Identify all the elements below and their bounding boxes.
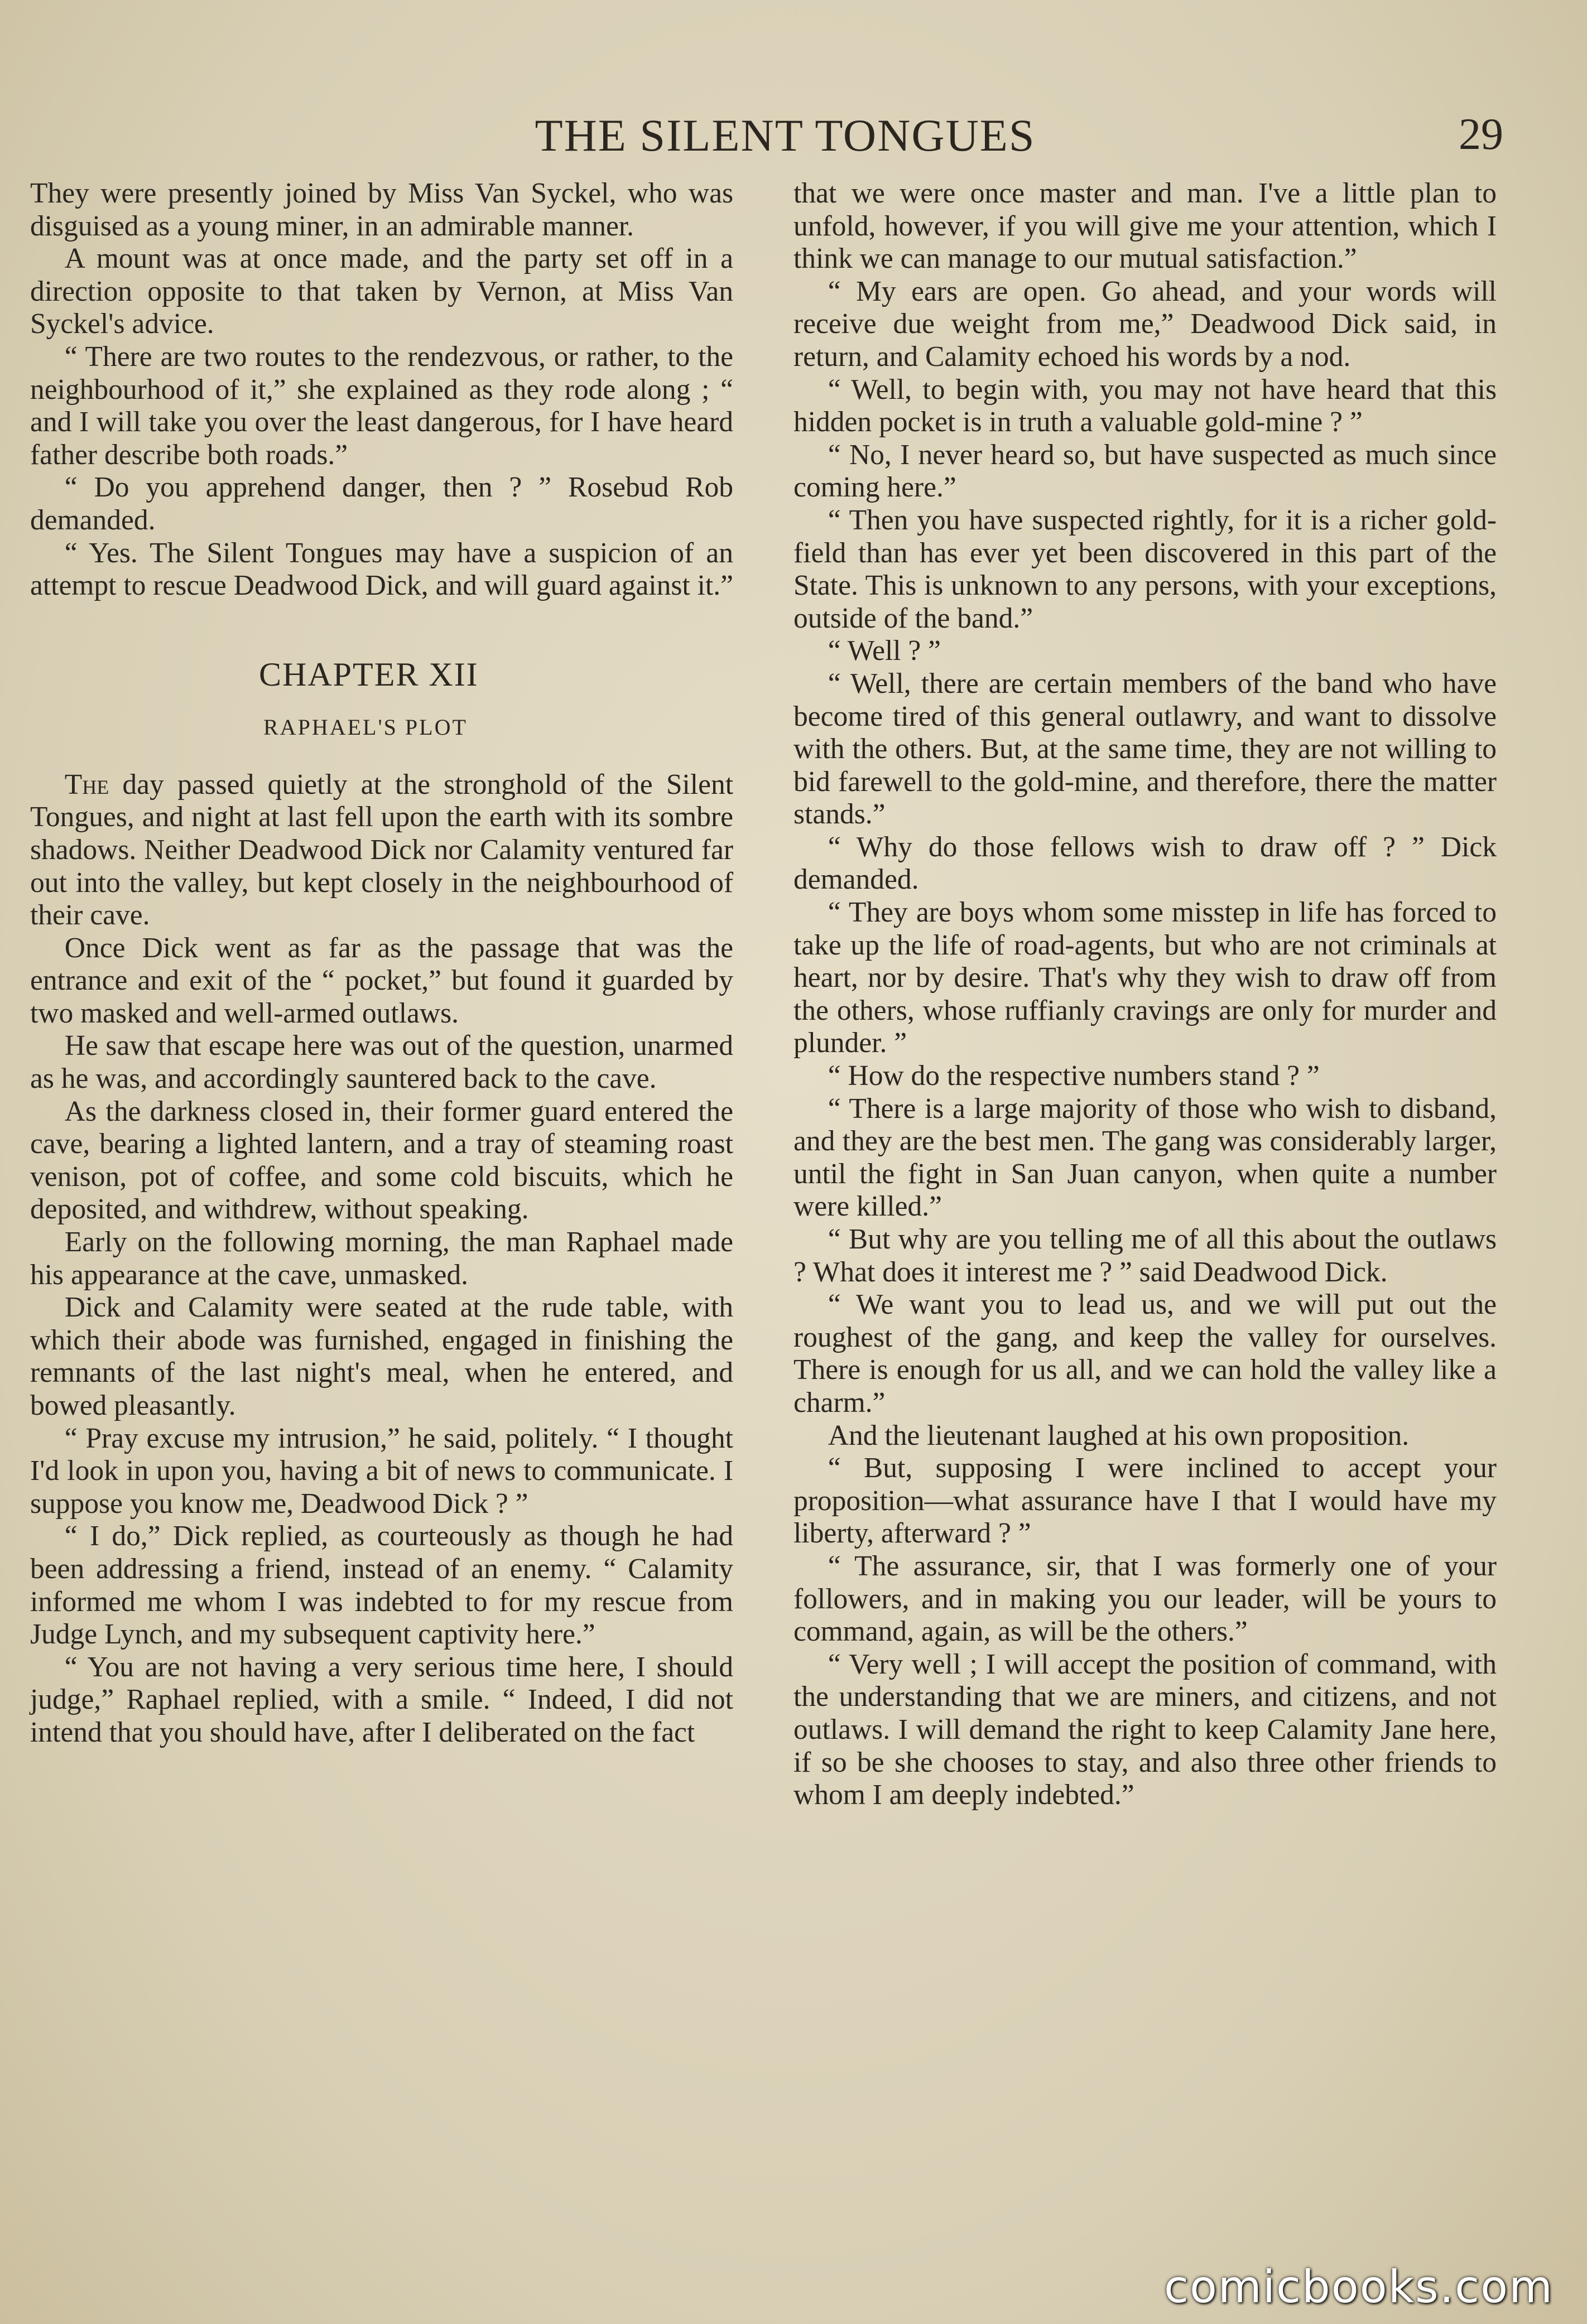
- paragraph: A mount was at once made, and the party set off in a direction opposite to that taken by Vernon, at Miss Van Syckel's advice.: [30, 243, 733, 340]
- paragraph: “ We want you to lead us, and we will put out the roughest of the gang, and keep the valley for ourselves. There is enough for us all, and we can hold the valley like a charm.”: [794, 1289, 1497, 1419]
- paragraph: As the darkness closed in, their former guard entered the cave, bearing a lighted lantern, and a tray of steaming roast venison, pot of coffee, and some cold biscuits, which he deposited, and withdrew, without speaking.: [30, 1095, 733, 1226]
- paragraph: “ Pray excuse my intrusion,” he said, politely. “ I thought I'd look in upon you, having a bit of news to communicate. I suppose you know me, Deadwood Dick ? ”: [30, 1422, 733, 1520]
- paragraph: “ They are boys whom some misstep in life has forced to take up the life of road-agents, but who are not criminals at heart, nor by desire. That's why they wish to draw off from the others, whose ruffianly cravings are only for murder and plunder. ”: [794, 896, 1497, 1059]
- paragraph: He saw that escape here was out of the question, unarmed as he was, and accordingly sauntered back to the cave.: [30, 1030, 733, 1095]
- paragraph: “ But, supposing I were inclined to accept your proposition—what assurance have I that I would have my liberty, afterward ? ”: [794, 1452, 1497, 1550]
- paragraph: “ The assurance, sir, that I was formerly one of your followers, and in making you our leader, will be yours to command, again, as will be the others.”: [794, 1550, 1497, 1648]
- opening-text: day passed quietly at the stronghold of the Silent Tongues, and night at last fell upon the earth with its sombre shadows. Neither Deadwood Dick nor Calamity ventured far out into the valley, but kept closely in the neighbourhood of their cave.: [30, 768, 733, 932]
- chapter-opening-paragraph: [30, 769, 733, 932]
- paragraph: “ Well ? ”: [828, 635, 941, 667]
- paragraph: “ My ears are open. Go ahead, and your words will receive due weight from me,” Deadwood Dick said, in return, and Calamity echoed his words by a nod.: [794, 275, 1497, 373]
- left-column: [30, 177, 733, 1749]
- paragraph: “ Why do those fellows wish to draw off ? ” Dick demanded.: [794, 831, 1497, 896]
- right-column: [794, 177, 1497, 1812]
- paragraph: “ Well, there are certain members of the band who have become tired of this general outlawry, and want to dissolve with the others. But, at the same time, they are not willing to bid farewell to the gold-mine, and therefore, there the matter stands.”: [794, 667, 1497, 831]
- paragraph: “ How do the respective numbers stand ? ”: [828, 1060, 1320, 1092]
- paragraph: “ Yes. The Silent Tongues may have a suspicion of an attempt to rescue Deadwood Dick, and will guard against it.”: [30, 537, 733, 602]
- paragraph: “ But why are you telling me of all this about the outlaws ? What does it interest me ? ” said Deadwood Dick.: [794, 1223, 1497, 1288]
- paragraph: They were presently joined by Miss Van Syckel, who was disguised as a young miner, in an admirable manner.: [30, 177, 733, 242]
- paragraph: “ I do,” Dick replied, as courteously as though he had been addressing a friend, instead of an enemy. “ Calamity informed me whom I was indebted to for my rescue from Judge Lynch, and my subsequent captivity here.”: [30, 1520, 733, 1651]
- paragraph: “ Then you have suspected rightly, for it is a richer gold-field than has ever yet been discovered in this part of the State. This is unknown to any persons, with your exceptions, outside of the band.”: [794, 504, 1497, 634]
- paragraph: And the lieutenant laughed at his own proposition.: [828, 1419, 1410, 1452]
- watermark: comicbooks.com: [1163, 2261, 1554, 2313]
- paragraph: “ Do you apprehend danger, then ? ” Rosebud Rob demanded.: [30, 471, 733, 536]
- paragraph: “ You are not having a very serious time here, I should judge,” Raphael replied, with a smile. “ Indeed, I did not intend that you should have, after I deliberated on the fact: [30, 1651, 733, 1748]
- paragraph: Early on the following morning, the man Raphael made his appearance at the cave, unmasked.: [30, 1226, 733, 1291]
- page-header: [67, 109, 1503, 171]
- page-number: 29: [1459, 110, 1503, 159]
- running-title: THE SILENT TONGUES: [535, 110, 1036, 161]
- chapter-subtitle: RAPHAEL'S PLOT: [263, 714, 468, 740]
- chapter-heading: CHAPTER XII: [259, 655, 479, 693]
- paragraph: Once Dick went as far as the passage that was the entrance and exit of the “ pocket,” but found it guarded by two masked and well-armed outlaws.: [30, 932, 733, 1029]
- paragraph: “ There is a large majority of those who wish to disband, and they are the best men. The gang was considerably larger, until the fight in San Juan canyon, when quite a number were killed.”: [794, 1092, 1497, 1223]
- paragraph: “ Well, to begin with, you may not have heard that this hidden pocket is in truth a valuable gold-mine ? ”: [794, 373, 1497, 438]
- paragraph: that we were once master and man. I've a little plan to unfold, however, if you will give me your attention, which I think we can manage to our mutual satisfaction.”: [794, 177, 1497, 275]
- paragraph: “ Very well ; I will accept the position of command, with the understanding that we are miners, and citizens, and not outlaws. I will demand the right to keep Calamity Jane here, if so be she chooses to stay, and also three other friends to whom I am deeply indebted.”: [794, 1648, 1497, 1811]
- opening-word: The: [64, 768, 109, 801]
- paragraph: Dick and Calamity were seated at the rude table, with which their abode was furnished, engaged in finishing the remnants of the last night's meal, when he entered, and bowed pleasantly.: [30, 1291, 733, 1421]
- paragraph: “ No, I never heard so, but have suspected as much since coming here.”: [794, 438, 1497, 504]
- paragraph: “ There are two routes to the rendezvous, or rather, to the neighbourhood of it,” she explained as they rode along ; “ and I will take you over the least dangerous, for I have heard father describe both roads.”: [30, 340, 733, 471]
